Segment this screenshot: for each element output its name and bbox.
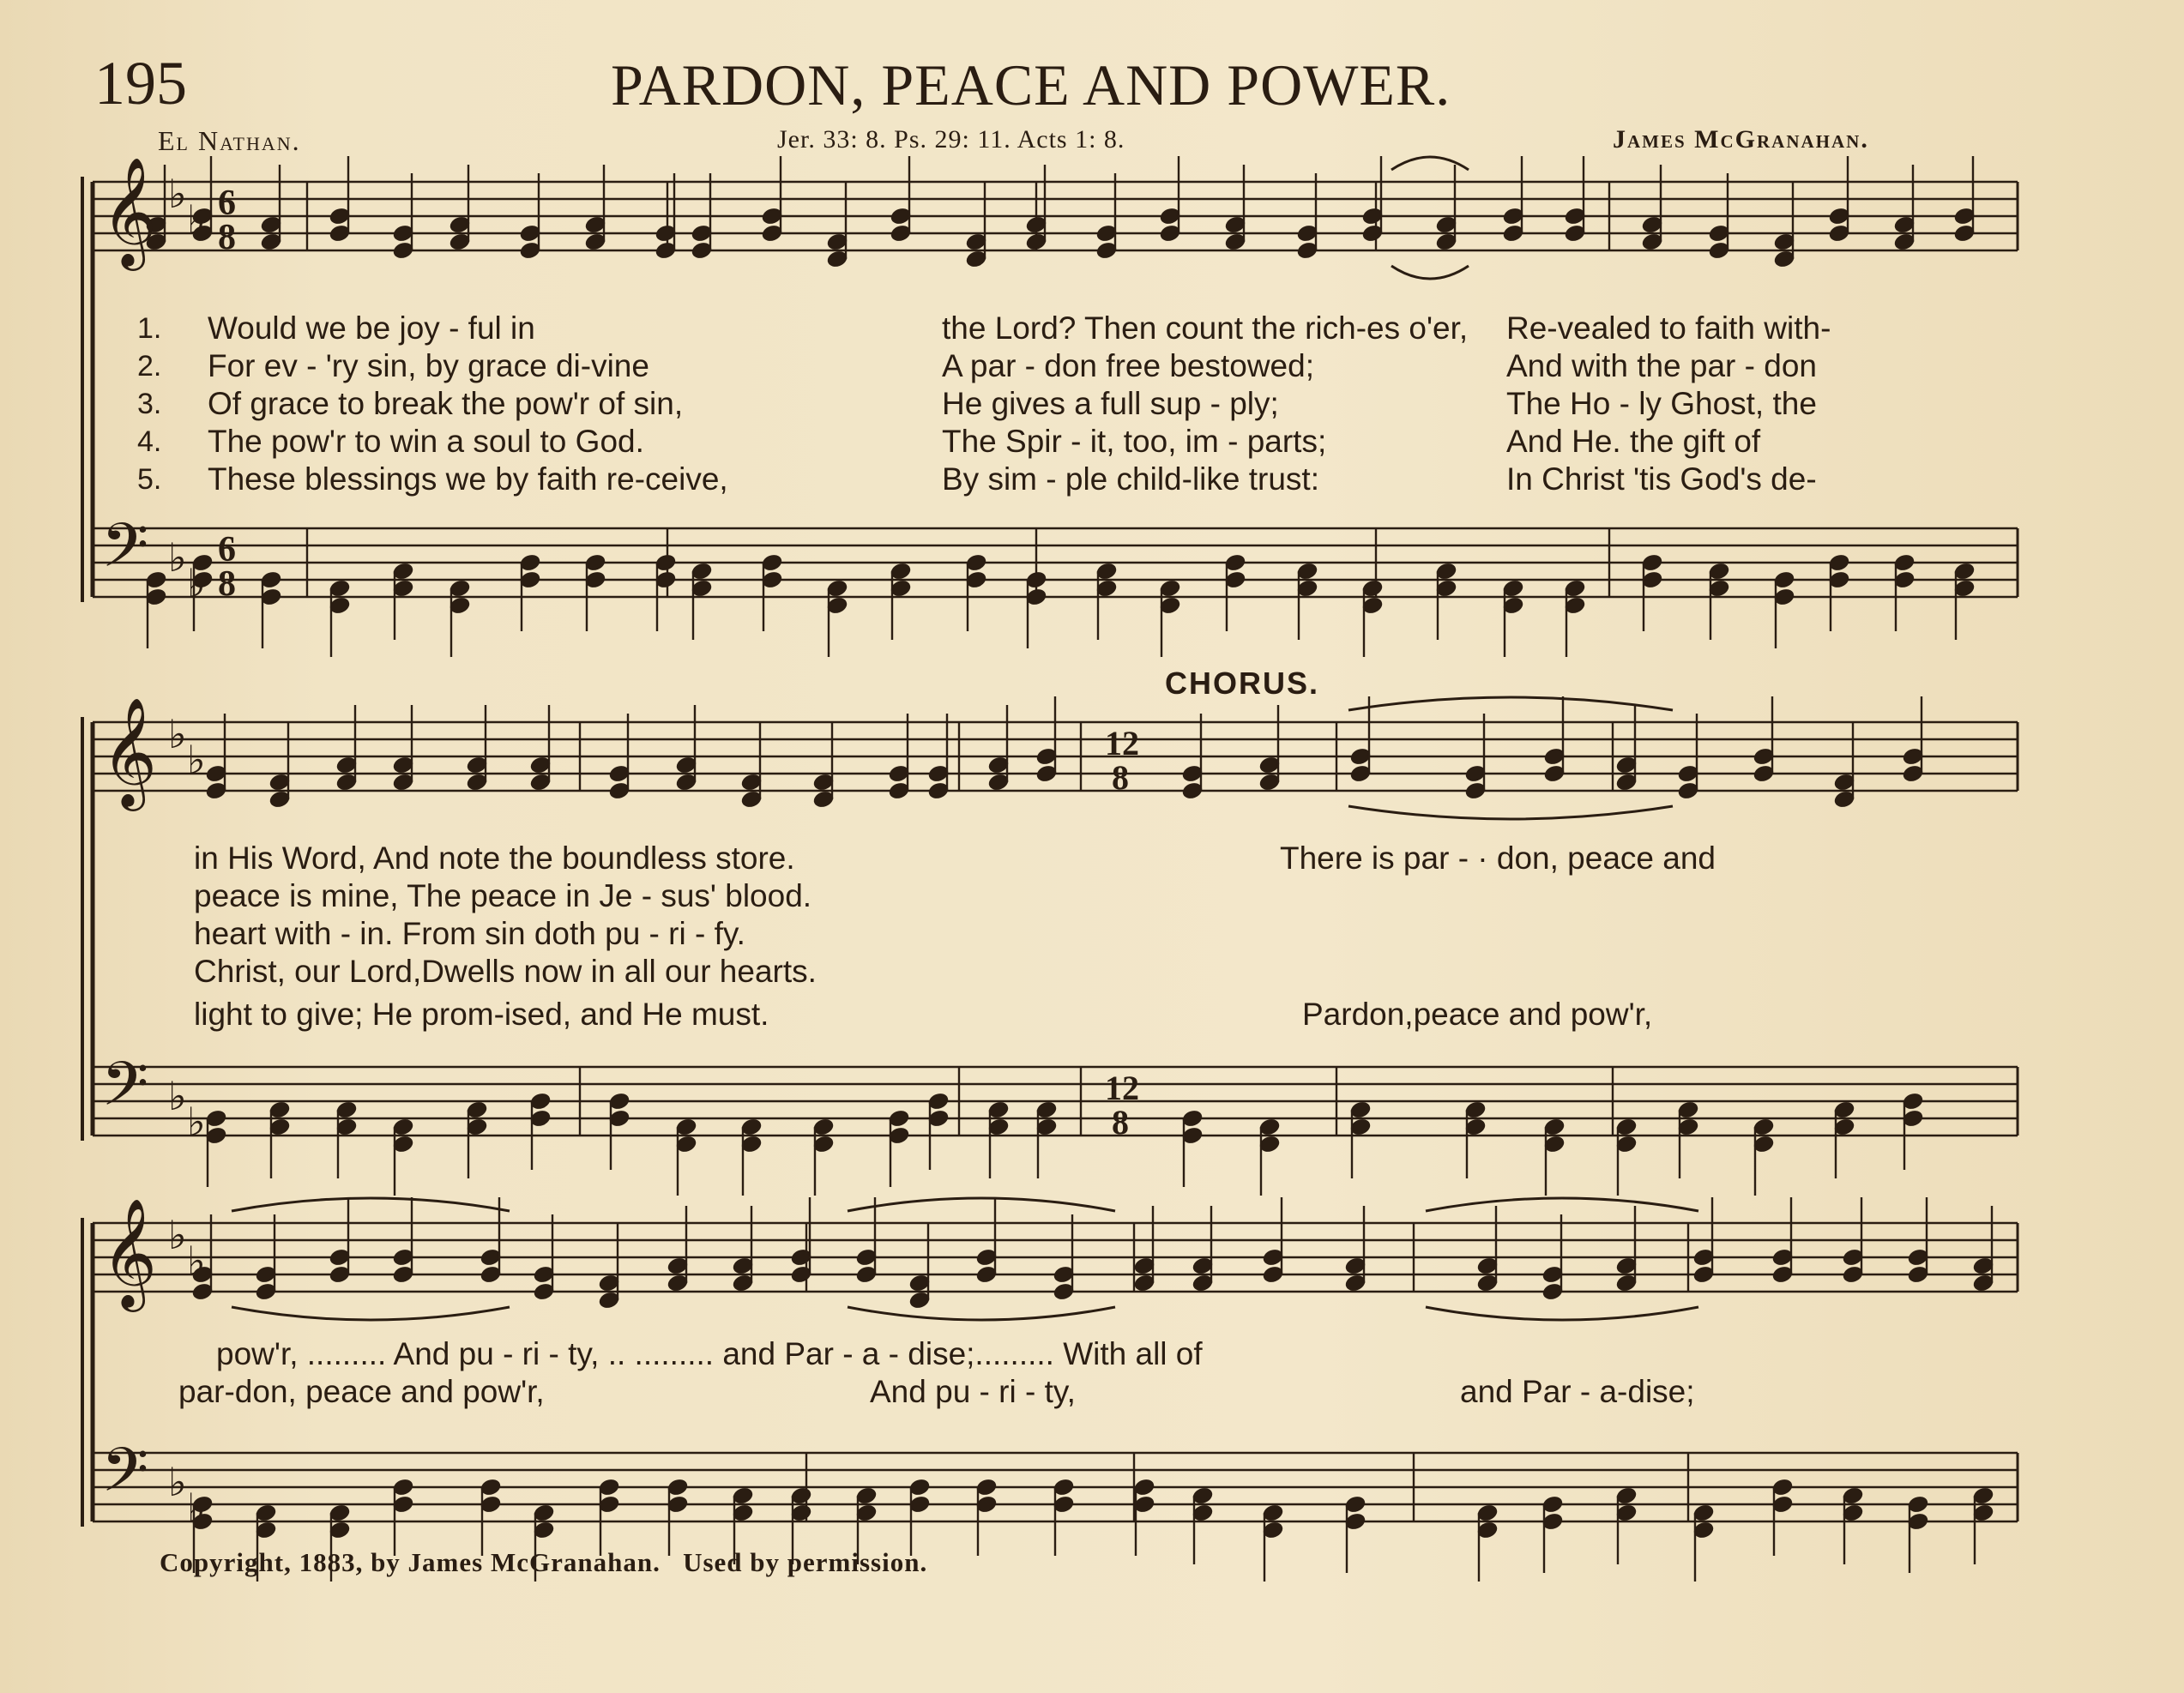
copyright-notice <box>160 1547 927 1578</box>
tie-slur <box>1348 806 1673 819</box>
verse-lyric-segment: And with the par - don <box>1506 348 1817 383</box>
verse-lyric-segment: Of grace to break the pow'r of sin, <box>208 386 684 421</box>
flat-sign: ♭ <box>187 1238 206 1284</box>
verse-lyric-segment: peace is mine, The peace in Je - sus' blood. <box>194 878 812 913</box>
hymn-title: PARDON, PEACE AND POWER. <box>611 52 1451 117</box>
flat-sign: ♭ <box>168 1212 187 1258</box>
verse-lyric-segment: the Lord? Then count the rich-es o'er, <box>942 310 1469 346</box>
tie-slur <box>232 1307 510 1320</box>
tie-slur <box>848 1307 1115 1320</box>
chorus-lyric-line3c: and Par - a-dise; <box>1460 1374 1695 1409</box>
verse-number: 3. <box>137 388 162 420</box>
verse-lyric-segment: He gives a full sup - ply; <box>942 386 1279 421</box>
verse-number: 4. <box>137 425 162 458</box>
treble-clef: 𝄞 <box>101 696 158 806</box>
time-signature-top: 12 <box>1105 1069 1139 1107</box>
flat-sign: ♭ <box>168 1459 187 1505</box>
flat-sign: ♭ <box>168 171 187 217</box>
time-signature-top: 6 <box>218 184 236 223</box>
tie-slur <box>1348 697 1673 710</box>
verse-lyric-segment: A par - don free bestowed; <box>942 348 1314 383</box>
verse-lyric-segment: These blessings we by faith re-ceive, <box>208 461 728 497</box>
flat-sign: ♭ <box>187 1099 206 1145</box>
flat-sign: ♭ <box>187 560 206 606</box>
flat-sign: ♭ <box>168 534 187 581</box>
flat-sign: ♭ <box>168 1073 187 1119</box>
flat-sign: ♭ <box>187 1485 206 1531</box>
verse-lyric-segment: The pow'r to win a soul to God. <box>208 424 644 459</box>
verse-lyric-segment: In Christ 'tis God's de- <box>1506 461 1817 497</box>
copyright-suffix: Used by permission. <box>683 1547 928 1577</box>
tie-slur <box>1391 266 1469 279</box>
treble-clef: 𝄞 <box>101 1197 158 1307</box>
verse-number: 5. <box>137 463 162 496</box>
time-signature-bottom: 8 <box>1112 758 1129 797</box>
time-signature-top: 6 <box>218 530 236 569</box>
tie-slur <box>1426 1198 1698 1211</box>
lyricist-credit: El Nathan. <box>158 125 301 156</box>
time-signature-bottom: 8 <box>218 564 236 604</box>
tie-slur <box>1391 157 1469 170</box>
verse-number: 1. <box>137 312 162 345</box>
time-signature-bottom: 8 <box>218 218 236 257</box>
verse-lyric-segment: Re-vealed to faith with- <box>1506 310 1831 346</box>
chorus-lyric-line1: There is par - · don, peace and <box>1280 840 1716 876</box>
verse-lyric-segment: Would we be joy - ful in <box>208 310 535 346</box>
flat-sign: ♭ <box>187 737 206 783</box>
verse-lyric-segment: The Ho - ly Ghost, the <box>1506 386 1817 421</box>
verse-lyric-segment: The Spir - it, too, im - parts; <box>942 424 1327 459</box>
time-signature-top: 12 <box>1105 724 1139 762</box>
tie-slur <box>1426 1307 1698 1320</box>
flat-sign: ♭ <box>168 711 187 757</box>
flat-sign: ♭ <box>187 196 206 243</box>
chorus-lyric-line3a: par-don, peace and pow'r, <box>178 1374 545 1409</box>
verse-lyric-segment: Christ, our Lord,Dwells now in all our hearts. <box>194 954 817 989</box>
time-signature-bottom: 8 <box>1112 1103 1129 1142</box>
verse-number: 2. <box>137 350 162 383</box>
tie-slur <box>232 1198 510 1211</box>
composer-credit: James McGranahan. <box>1613 125 1869 154</box>
verse-lyric-segment: heart with - in. From sin doth pu - ri - fy. <box>194 916 745 951</box>
bass-clef: 𝄢 <box>101 1435 149 1521</box>
tie-slur <box>848 1198 1115 1211</box>
verse-lyric-segment: light to give; He prom-ised, and He must. <box>194 997 769 1032</box>
copyright-prefix: Copyright, 1883, by James McGranahan. <box>160 1547 661 1577</box>
scripture-reference: Jer. 33: 8. Ps. 29: 11. Acts 1: 8. <box>777 125 1125 154</box>
bass-clef: 𝄢 <box>101 1049 149 1135</box>
verse-lyric-segment: By sim - ple child-like trust: <box>942 461 1319 497</box>
verse-lyric-segment: For ev - 'ry sin, by grace di-vine <box>208 348 649 383</box>
verse-lyric-segment: in His Word, And note the boundless store. <box>194 840 795 876</box>
chorus-lyric-line2: pow'r, ......... And pu - ri - ty, .. ......... and Par - a - dise;......... With all of <box>216 1336 1203 1371</box>
chorus-label: CHORUS. <box>1165 666 1320 701</box>
bass-clef: 𝄢 <box>101 510 149 596</box>
treble-clef: 𝄞 <box>101 156 158 266</box>
chorus-lyric-line1-alt: Pardon,peace and pow'r, <box>1302 997 1653 1032</box>
chorus-lyric-line3b: And pu - ri - ty, <box>870 1374 1076 1409</box>
hymn-number: 195 <box>94 49 187 117</box>
verse-lyric-segment: And He. the gift of <box>1506 424 1761 459</box>
